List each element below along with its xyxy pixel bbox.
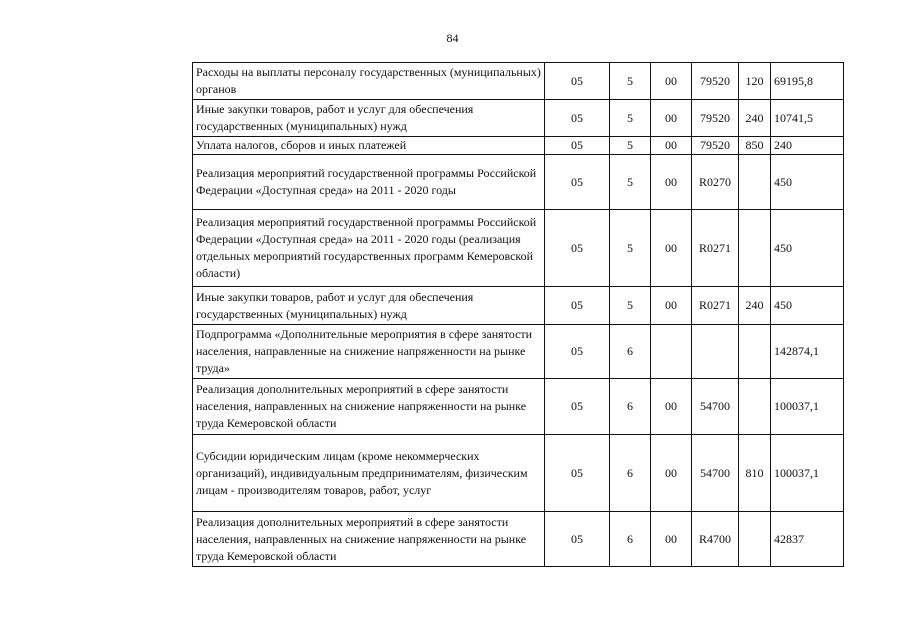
expense-type-code: 810: [739, 435, 771, 512]
table-row: [193, 435, 844, 512]
table-row: [193, 100, 844, 137]
program-code: [651, 325, 692, 379]
amount: 450: [771, 210, 844, 287]
subsection-code: 5: [610, 155, 651, 210]
program-code: 00: [651, 512, 692, 567]
target-code: 79520: [692, 63, 739, 100]
row-name: Субсидии юридическим лицам (кроме некоммерческих организаций), индивидуальным предпринимателям, физическим лицам - производителям товаров, работ, услуг: [193, 435, 545, 512]
table-row: [193, 137, 844, 155]
program-code: 00: [651, 155, 692, 210]
target-code: 79520: [692, 100, 739, 137]
target-code: R4700: [692, 512, 739, 567]
target-code: R0271: [692, 210, 739, 287]
expense-type-code: 240: [739, 100, 771, 137]
section-code: 05: [545, 435, 610, 512]
expense-type-code: 120: [739, 63, 771, 100]
row-name: Реализация дополнительных мероприятий в сфере занятости населения, направленных на снижение напряженности на рынке труда Кемеровской области: [193, 512, 545, 567]
amount: 10741,5: [771, 100, 844, 137]
subsection-code: 5: [610, 100, 651, 137]
section-code: 05: [545, 325, 610, 379]
table-row: [193, 325, 844, 379]
subsection-code: 5: [610, 63, 651, 100]
row-name: Реализация дополнительных мероприятий в сфере занятости населения, направленных на снижение напряженности на рынке труда Кемеровской области: [193, 379, 545, 435]
program-code: 00: [651, 379, 692, 435]
page-number: 84: [446, 31, 459, 45]
expense-type-code: [739, 210, 771, 287]
subsection-code: 6: [610, 379, 651, 435]
section-code: 05: [545, 210, 610, 287]
table-row: [193, 287, 844, 325]
table-row: [193, 63, 844, 100]
amount: 100037,1: [771, 379, 844, 435]
target-code: R0271: [692, 287, 739, 325]
subsection-code: 6: [610, 325, 651, 379]
amount: 142874,1: [771, 325, 844, 379]
row-name: Иные закупки товаров, работ и услуг для обеспечения государственных (муниципальных) нужд: [193, 287, 545, 325]
amount: 450: [771, 155, 844, 210]
table-row: [193, 379, 844, 435]
expense-type-code: [739, 379, 771, 435]
subsection-code: 6: [610, 435, 651, 512]
program-code: 00: [651, 210, 692, 287]
expense-type-code: 850: [739, 137, 771, 155]
amount: 100037,1: [771, 435, 844, 512]
table-row: [193, 512, 844, 567]
amount: 42837: [771, 512, 844, 567]
row-name: Уплата налогов, сборов и иных платежей: [193, 137, 545, 155]
section-code: 05: [545, 155, 610, 210]
target-code: R0270: [692, 155, 739, 210]
target-code: 79520: [692, 137, 739, 155]
program-code: 00: [651, 435, 692, 512]
program-code: 00: [651, 100, 692, 137]
section-code: 05: [545, 137, 610, 155]
target-code: [692, 325, 739, 379]
target-code: 54700: [692, 379, 739, 435]
section-code: 05: [545, 100, 610, 137]
expense-type-code: [739, 512, 771, 567]
row-name: Реализация мероприятий государственной программы Российской Федерации «Доступная среда» на 2011 - 2020 годы (реализация отдельных мероприятий государственных программ Кемеровской области): [193, 210, 545, 287]
program-code: 00: [651, 137, 692, 155]
subsection-code: 6: [610, 512, 651, 567]
amount: 450: [771, 287, 844, 325]
section-code: 05: [545, 287, 610, 325]
subsection-code: 5: [610, 137, 651, 155]
section-code: 05: [545, 63, 610, 100]
program-code: 00: [651, 287, 692, 325]
row-name: Реализация мероприятий государственной программы Российской Федерации «Доступная среда» на 2011 - 2020 годы: [193, 155, 545, 210]
target-code: 54700: [692, 435, 739, 512]
budget-table: [192, 62, 844, 567]
section-code: 05: [545, 379, 610, 435]
amount: 240: [771, 137, 844, 155]
program-code: 00: [651, 63, 692, 100]
table-row: [193, 210, 844, 287]
expense-type-code: [739, 155, 771, 210]
table-row: [193, 155, 844, 210]
row-name: Подпрограмма «Дополнительные мероприятия в сфере занятости населения, направленные на снижение напряженности на рынке труда»: [193, 325, 545, 379]
subsection-code: 5: [610, 210, 651, 287]
amount: 69195,8: [771, 63, 844, 100]
row-name: Иные закупки товаров, работ и услуг для обеспечения государственных (муниципальных) нужд: [193, 100, 545, 137]
expense-type-code: 240: [739, 287, 771, 325]
expense-type-code: [739, 325, 771, 379]
row-name: Расходы на выплаты персоналу государственных (муниципальных) органов: [193, 63, 545, 100]
section-code: 05: [545, 512, 610, 567]
subsection-code: 5: [610, 287, 651, 325]
